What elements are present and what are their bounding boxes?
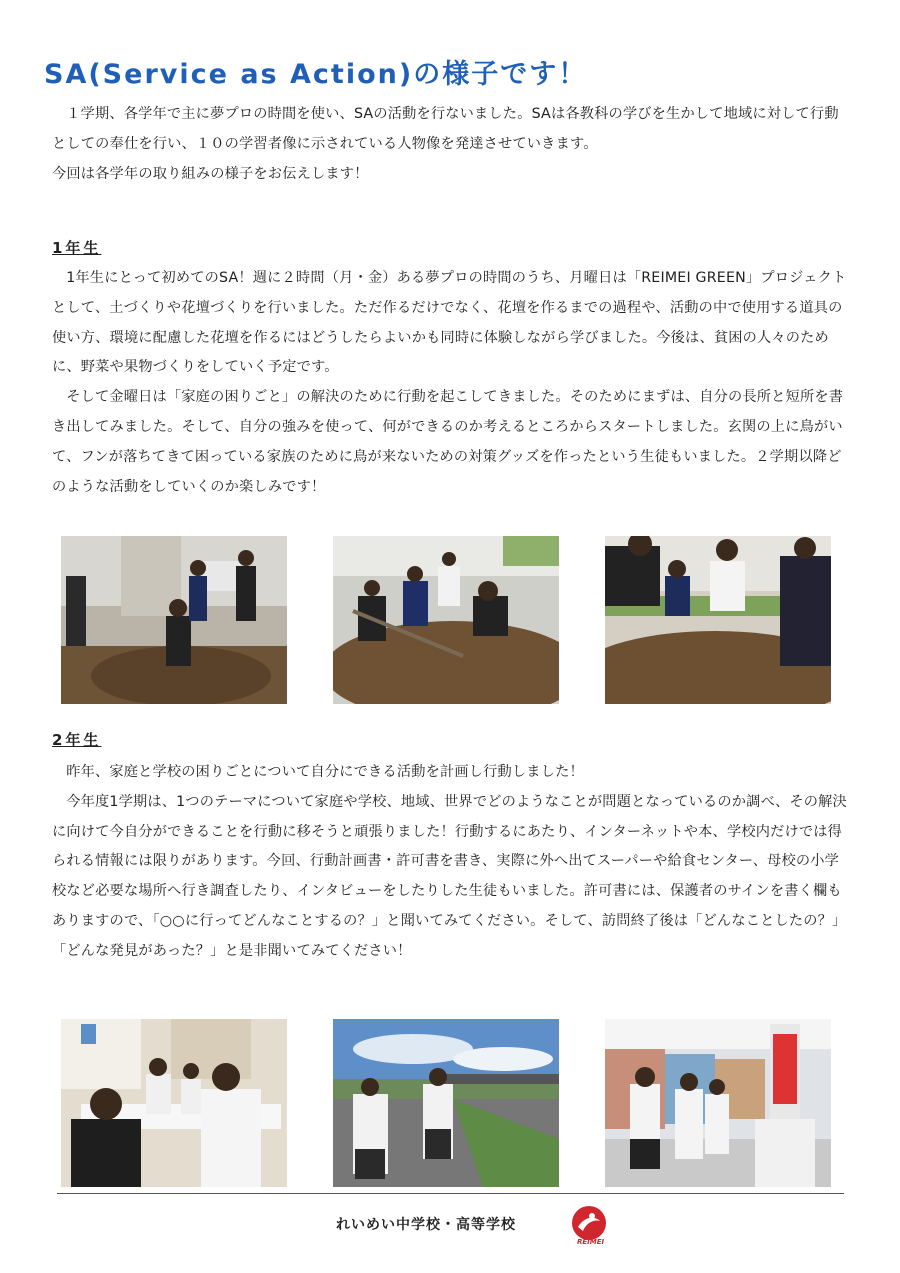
grade1-text	[52, 264, 852, 502]
grade2-heading: 2年生	[52, 731, 102, 749]
grade1-photo-1	[61, 536, 287, 704]
grade1-paragraph-2: そして金曜日は「家庭の困りごと」の解決のために行動を起こしてきました。そのためにまずは、自分の長所と短所を書き出してみました。そして、自分の強みを使って、何ができるのか考えるところからスタートしました。玄関の上に鳥がいて、フンが落ちてきて困っている家族のために鳥が来ないための対策グッズを作ったという生徒もいました。２学期以降どのような活動をしていくのか楽しみです！	[52, 389, 844, 495]
grade2-photo-1	[61, 1019, 287, 1187]
grade2-photo-3	[605, 1019, 831, 1187]
grade2-paragraph-2: 今年度1学期は、1つのテーマについて家庭や学校、地域、世界でどのようなことが問題となっているのか調べ、その解決に向けて今自分ができることを行動に移そうと頑張りました！行動するにあたり、インターネットや本、学校内だけでは得られる情報には限りがあります。今回、行動計画書・許可書を書き、実際に外へ出てスーパーや給食センター、母校の小学校など必要な場所へ行き調査したり、インタビューをしたりした生徒もいました。許可書には、保護者のサインを書く欄もありますので、「○○に行ってどんなことするの？」と聞いてみてください。そして、訪問終了後は「どんなことしたの？」「どんな発見があった？」と是非聞いてみてください！	[52, 793, 847, 959]
footer-divider	[57, 1193, 844, 1194]
page-title: SA(Service as Action)の様子です！	[44, 59, 588, 90]
grade2-photo-2	[333, 1019, 559, 1187]
intro-paragraph-2: 今回は各学年の取り組みの様子をお伝えします！	[52, 165, 369, 182]
intro-paragraph-1: １学期、各学年で主に夢プロの時間を使い、SAの活動を行ないました。SAは各教科の学びを生かして地域に対して行動としての奉仕を行い、１０の学習者像に示されている人物像を発達させていきます。	[52, 106, 839, 152]
logo-text: REIMEI	[577, 1238, 605, 1246]
intro-text	[52, 100, 852, 189]
grade2-paragraph-1: 昨年、家庭と学校の困りごとについて自分にできる活動を計画し行動しました！	[66, 764, 584, 780]
grade1-photo-3	[605, 536, 831, 704]
grade1-heading: 1年生	[52, 239, 102, 257]
grade2-text	[52, 758, 852, 967]
grade1-paragraph-1: 1年生にとって初めてのSA！週に２時間（月・金）ある夢プロの時間のうち、月曜日は「REIMEI GREEN」プロジェクトとして、土づくりや花壇づくりを行いました。ただ作るだけでなく、花壇を作るまでの過程や、活動の中で使用する道具の使い方、環境に配慮した花壇を作るにはどうしたらよいかも同時に体験しながら学びました。今後は、貧困の人々のために、野菜や果物づくりをしていく予定です。	[52, 270, 847, 376]
grade1-photo-2	[333, 536, 559, 704]
footer-school-name: れいめい中学校・高等学校	[336, 1217, 516, 1233]
